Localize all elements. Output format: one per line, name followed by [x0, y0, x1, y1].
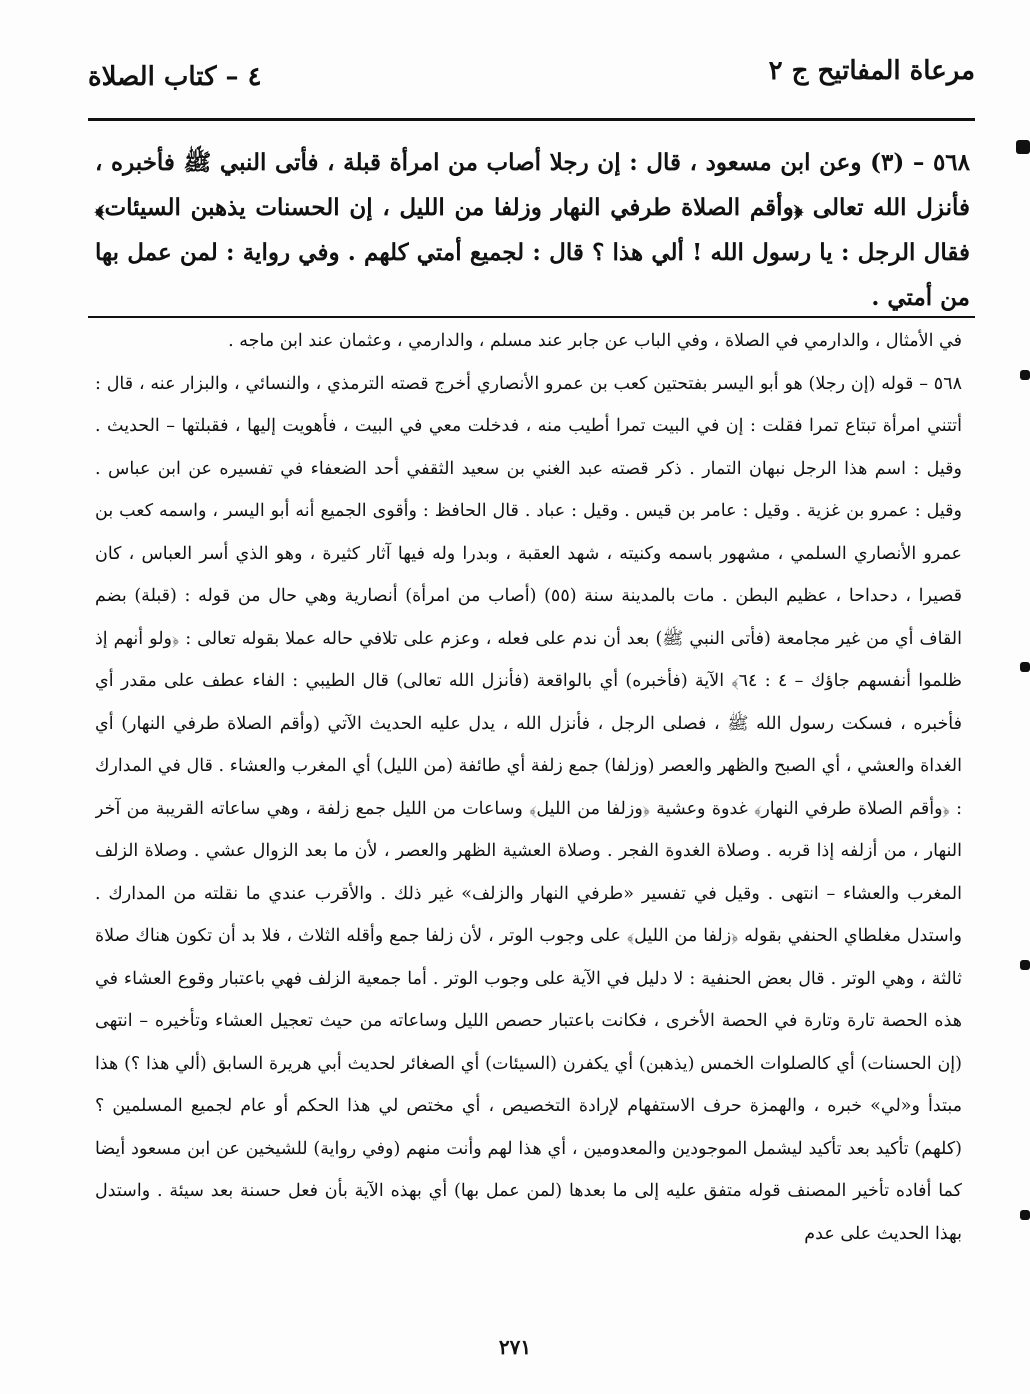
commentary-paragraph: ٥٦٨ – قوله (إن رجلا) هو أبو اليسر بفتحتين كعب بن عمرو الأنصاري أخرج قصته الترمذي ، والنسائي ، والبزار عنه ، قال : أتتني امرأة تبتاع تمرا فقلت : إن في البيت تمرا أطيب منه ، فدخلت معي في البيت ، فأهويت إليها ، فقبلتها – الحديث . وقيل : اسم هذا الرجل نبهان التمار . ذكر قصته عبد الغني بن سعيد الثقفي أحد الضعفاء في تفسيره عن ابن عباس . وقيل : عمرو بن غزية . وقيل : عامر بن قيس . وقيل : عباد . قال الحافظ : وأقوى الجميع أنه أبو اليسر ، واسمه كعب بن عمرو الأنصاري السلمي ، مشهور باسمه وكنيته ، شهد العقبة ، وبدرا وله فيها آثار كثيرة ، وهو الذي أسر العباس ، كان قصيرا ، دحداحا ، عظيم البطن . مات بالمدينة سنة (٥٥) (أصاب من امرأة) أنصارية وهي حال من قوله : (قبلة) بضم القاف أي من غير مجامعة (فأتى النبي ﷺ) بعد أن ندم على فعله ، وعزم على تلافي حاله عملا بقوله تعالى : ﴿ولو أنهم إذ ظلموا أنفسهم جاؤك – ٤ : ٦٤﴾ الآية (فأخبره) أي بالواقعة (فأنزل الله تعالى) قال الطيبي : الفاء عطف على مقدر أي فأخبره ، فسكت رسول الله ﷺ ، فصلى الرجل ، فأنزل الله ، يدل عليه الحديث الآتي (وأقم الصلاة طرفي النهار) أي الغداة والعشي ، أي الصبح والظهر والعصر (وزلفا) جمع زلفة أي طائفة (من الليل) أي المغرب والعشاء . قال في المدارك : ﴿وأقم الصلاة طرفي النهار﴾ غدوة وعشية ﴿وزلفا من الليل﴾ وساعات من الليل جمع زلفة ، وهي ساعاته القريبة من آخر النهار ، من أزلفه إذا قربه . وصلاة الغدوة الفجر . وصلاة العشية الظهر والعصر ، لأن ما بعد الزوال عشي . وصلاة الزلف المغرب والعشاء – انتهى . وقيل في تفسير «طرفي النهار والزلف» غير ذلك . والأقرب عندي ما نقلته من المدارك . واستدل مغلطاي الحنفي بقوله ﴿زلفا من الليل﴾ على وجوب الوتر ، لأن زلفا جمع وأقله الثلاث ، فلا بد أن تكون هناك صلاة ثالثة ، وهي الوتر . قال بعض الحنفية : لا دليل في الآية على وجوب الوتر . أما جمعية الزلف فهي باعتبار وقوع العشاء في هذه الحصة تارة وتارة في الحصة الأخرى ، فكانت باعتبار حصص الليل وساعاته من حيث تعجيل العشاء وتأخيره – انتهى (إن الحسنات) أي كالصلوات الخمس (يذهبن) أي يكفرن (السيئات) أي الصغائر لحديث أبي هريرة السابق (ألي هذا ؟) هذا مبتدأ و«لي» خبره ، والهمزة حرف الاستفهام لإرادة التخصيص ، أي مختص لي هذا الحكم أو عام لجميع المسلمين ؟ (كلهم) تأكيد بعد تأكيد ليشمل الموجودين والمعدومين ، أي هذا لهم وأنت منهم (وفي رواية) للشيخين عن ابن مسعود أيضا كما أفاده تأخير المصنف قوله متفق عليه إلى ما بعدها (لمن عمل بها) أي بهذه الآية بأن فعل حسنة بعد سيئة . واستدل بهذا الحديث على عدم — [95, 373, 962, 1244]
running-header — [88, 48, 975, 108]
commentary-body — [95, 320, 962, 1320]
book-title: مرعاة المفاتيح ج ٢ — [768, 56, 975, 86]
scan-edge-mark — [1020, 370, 1030, 380]
scan-edge-mark — [1020, 960, 1030, 970]
scan-edge-mark — [1016, 140, 1030, 154]
scan-edge-mark — [1020, 1210, 1030, 1220]
page-number: ٢٧١ — [498, 1335, 532, 1359]
hadith-text: ٥٦٨ – (٣) وعن ابن مسعود ، قال : إن رجلا أصاب من امرأة قبلة ، فأتى النبي ﷺ فأخبره ، فأنزل الله تعالى ﴿وأقم الصلاة طرفي النهار وزلفا من الليل ، إن الحسنات يذهبن السيئات﴾ فقال الرجل : يا رسول الله ! ألي هذا ؟ قال : لجميع أمتي كلهم . وفي رواية : لمن عمل بها من أمتي . — [95, 149, 970, 311]
scan-edge-mark — [1020, 662, 1030, 672]
header-divider — [88, 118, 975, 121]
commentary-paragraph: في الأمثال ، والدارمي في الصلاة ، وفي الباب عن جابر عند مسلم ، والدارمي ، وعثمان عند ابن ماجه . — [228, 331, 962, 351]
chapter-title: ٤ – كتاب الصلاة — [88, 62, 262, 92]
section-divider — [88, 316, 975, 318]
